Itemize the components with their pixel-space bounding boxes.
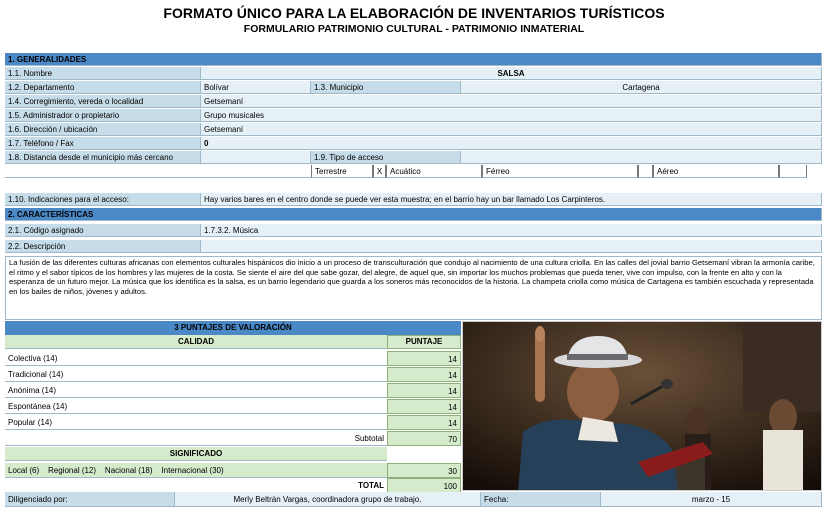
table-row: [5, 399, 461, 414]
table-row: [5, 367, 461, 382]
fecha-label: Fecha:: [481, 492, 601, 507]
row-score: 14: [387, 415, 461, 430]
table-row: [5, 351, 461, 366]
row-label: Anónima (14): [5, 383, 387, 398]
corregimiento-label: 1.4. Corregimiento, vereda o localidad: [5, 95, 201, 108]
row-label: Popular (14): [5, 415, 387, 430]
row-score: 14: [387, 399, 461, 414]
subtotal-row: [5, 431, 461, 446]
diligenciado-label: Diligenciado por:: [5, 492, 175, 507]
calidad-header: CALIDAD: [5, 335, 387, 349]
significado-options-row: [5, 463, 461, 478]
row-administrador: [5, 109, 822, 122]
departamento-label: 1.2. Departamento: [5, 81, 201, 94]
row-label: Tradicional (14): [5, 367, 387, 382]
acceso-aereo: Aéreo: [653, 165, 779, 178]
footer-row: [5, 492, 822, 507]
row-direccion: [5, 123, 822, 136]
direccion-label: 1.6. Dirección / ubicación: [5, 123, 201, 136]
acceso-terrestre-mark: X: [373, 165, 386, 178]
departamento-value: Bolívar: [201, 81, 311, 94]
row-descripcion-label: [5, 240, 822, 253]
puntajes-section: [5, 321, 461, 335]
significado-row: [5, 447, 461, 461]
acceso-ferreo-box: [638, 165, 653, 178]
telefono-value: 0: [201, 137, 822, 150]
row-label: Espontánea (14): [5, 399, 387, 414]
singer-illustration: [463, 322, 822, 491]
acceso-label: 1.9. Tipo de acceso: [311, 151, 461, 164]
acceso-ferreo: Férreo: [482, 165, 638, 178]
total-row: [5, 478, 461, 493]
municipio-label: 1.3. Municipio: [311, 81, 461, 94]
row-tipo-acceso: [5, 165, 822, 178]
section-header: 2. CARACTERÍSTICAS: [5, 208, 822, 221]
row-corregimiento: [5, 95, 822, 108]
acceso-acuatico: Acuático: [386, 165, 482, 178]
acceso-blank: [5, 165, 311, 178]
section-caracteristicas: [5, 208, 822, 221]
codigo-value: 1.7.3.2. Música: [201, 224, 822, 237]
table-row: [5, 383, 461, 398]
row-distancia: [5, 151, 822, 164]
descripcion-spacer: [201, 240, 822, 253]
administrador-value: Grupo musicales: [201, 109, 822, 122]
significado-header: SIGNIFICADO: [5, 447, 387, 461]
codigo-label: 2.1. Código asignado: [5, 224, 201, 237]
distancia-value: [201, 151, 311, 164]
telefono-label: 1.7. Teléfono / Fax: [5, 137, 201, 150]
direccion-value: Getsemaní: [201, 123, 822, 136]
section-generalidades: [5, 53, 822, 66]
indicaciones-value: Hay varios bares en el centro donde se puede ver esta muestra; en el barrio hay un bar llamado Los Carpinteros.: [201, 193, 822, 206]
row-score: 14: [387, 367, 461, 382]
indicaciones-label: 1.10. Indicaciones para el acceso:: [5, 193, 201, 206]
diligenciado-value: Merly Beltrán Vargas, coordinadora grupo de trabajo.: [175, 492, 481, 507]
section-header: 1. GENERALIDADES: [5, 53, 822, 66]
descripcion-text: La fusión de las diferentes culturas africanas con elementos culturales hispánicos dio inicio a un proceso de transculturación que condujo al nacimiento de una cultura criolla. En las calles del jovial barrio Getsemaní vibran la armonía caribe, el ritmo y el sabor típicos de los hombres y las mujeres de la costa. Se siente el aire del que sabe gozar, del alegre, de aquel que, sin importar los muchos problemas que pueda tener, vive con impulso, con la frente en alto y con la esperanza de un futuro mejor. La música que los identifica es la salsa, es un barrio legendario que guarda a los soneros más reconocidos de la historia. La champeta criolla como música de Cartagena es también escuchada y representada en los bailes de niños, jóvenes y adultos.: [5, 256, 822, 320]
subtotal-label: Subtotal: [5, 431, 387, 446]
corregimiento-value: Getsemaní: [201, 95, 822, 108]
administrador-label: 1.5. Administrador o propietario: [5, 109, 201, 122]
puntaje-header: PUNTAJE: [387, 335, 461, 349]
puntajes-header: 3 PUNTAJES DE VALORACIÓN: [174, 323, 292, 332]
distancia-label: 1.8. Distancia desde el municipio más cercano: [5, 151, 201, 164]
total-label: TOTAL: [5, 478, 387, 493]
significado-options: Local (6) Regional (12) Nacional (18) Internacional (30): [5, 463, 387, 478]
row-indicaciones: [5, 193, 822, 206]
row-score: 14: [387, 383, 461, 398]
puntajes-col-headers: [5, 335, 461, 349]
descripcion-label: 2.2. Descripción: [5, 240, 201, 253]
table-row: [5, 415, 461, 430]
acceso-aereo-box: [779, 165, 807, 178]
performer-photo: [462, 321, 822, 491]
acceso-terrestre: Terrestre: [311, 165, 373, 178]
subtotal-value: 70: [387, 431, 461, 446]
municipio-value: Cartagena: [461, 81, 822, 94]
row-codigo: [5, 224, 822, 237]
row-departamento: [5, 81, 822, 94]
row-score: 14: [387, 351, 461, 366]
form-title: FORMATO ÚNICO PARA LA ELABORACIÓN DE INVENTARIOS TURÍSTICOS: [163, 5, 665, 21]
row-telefono: [5, 137, 822, 150]
fecha-value: marzo - 15: [601, 492, 822, 507]
form-subtitle: FORMULARIO PATRIMONIO CULTURAL - PATRIMONIO INMATERIAL: [243, 23, 585, 35]
row-label: Colectiva (14): [5, 351, 387, 366]
row-nombre: [5, 67, 822, 80]
significado-blank: [387, 447, 461, 461]
total-value: 100: [387, 478, 461, 493]
significado-value: 30: [387, 463, 461, 478]
nombre-label: 1.1. Nombre: [5, 67, 201, 80]
acceso-spacer: [461, 151, 822, 164]
nombre-value: SALSA: [201, 67, 822, 80]
